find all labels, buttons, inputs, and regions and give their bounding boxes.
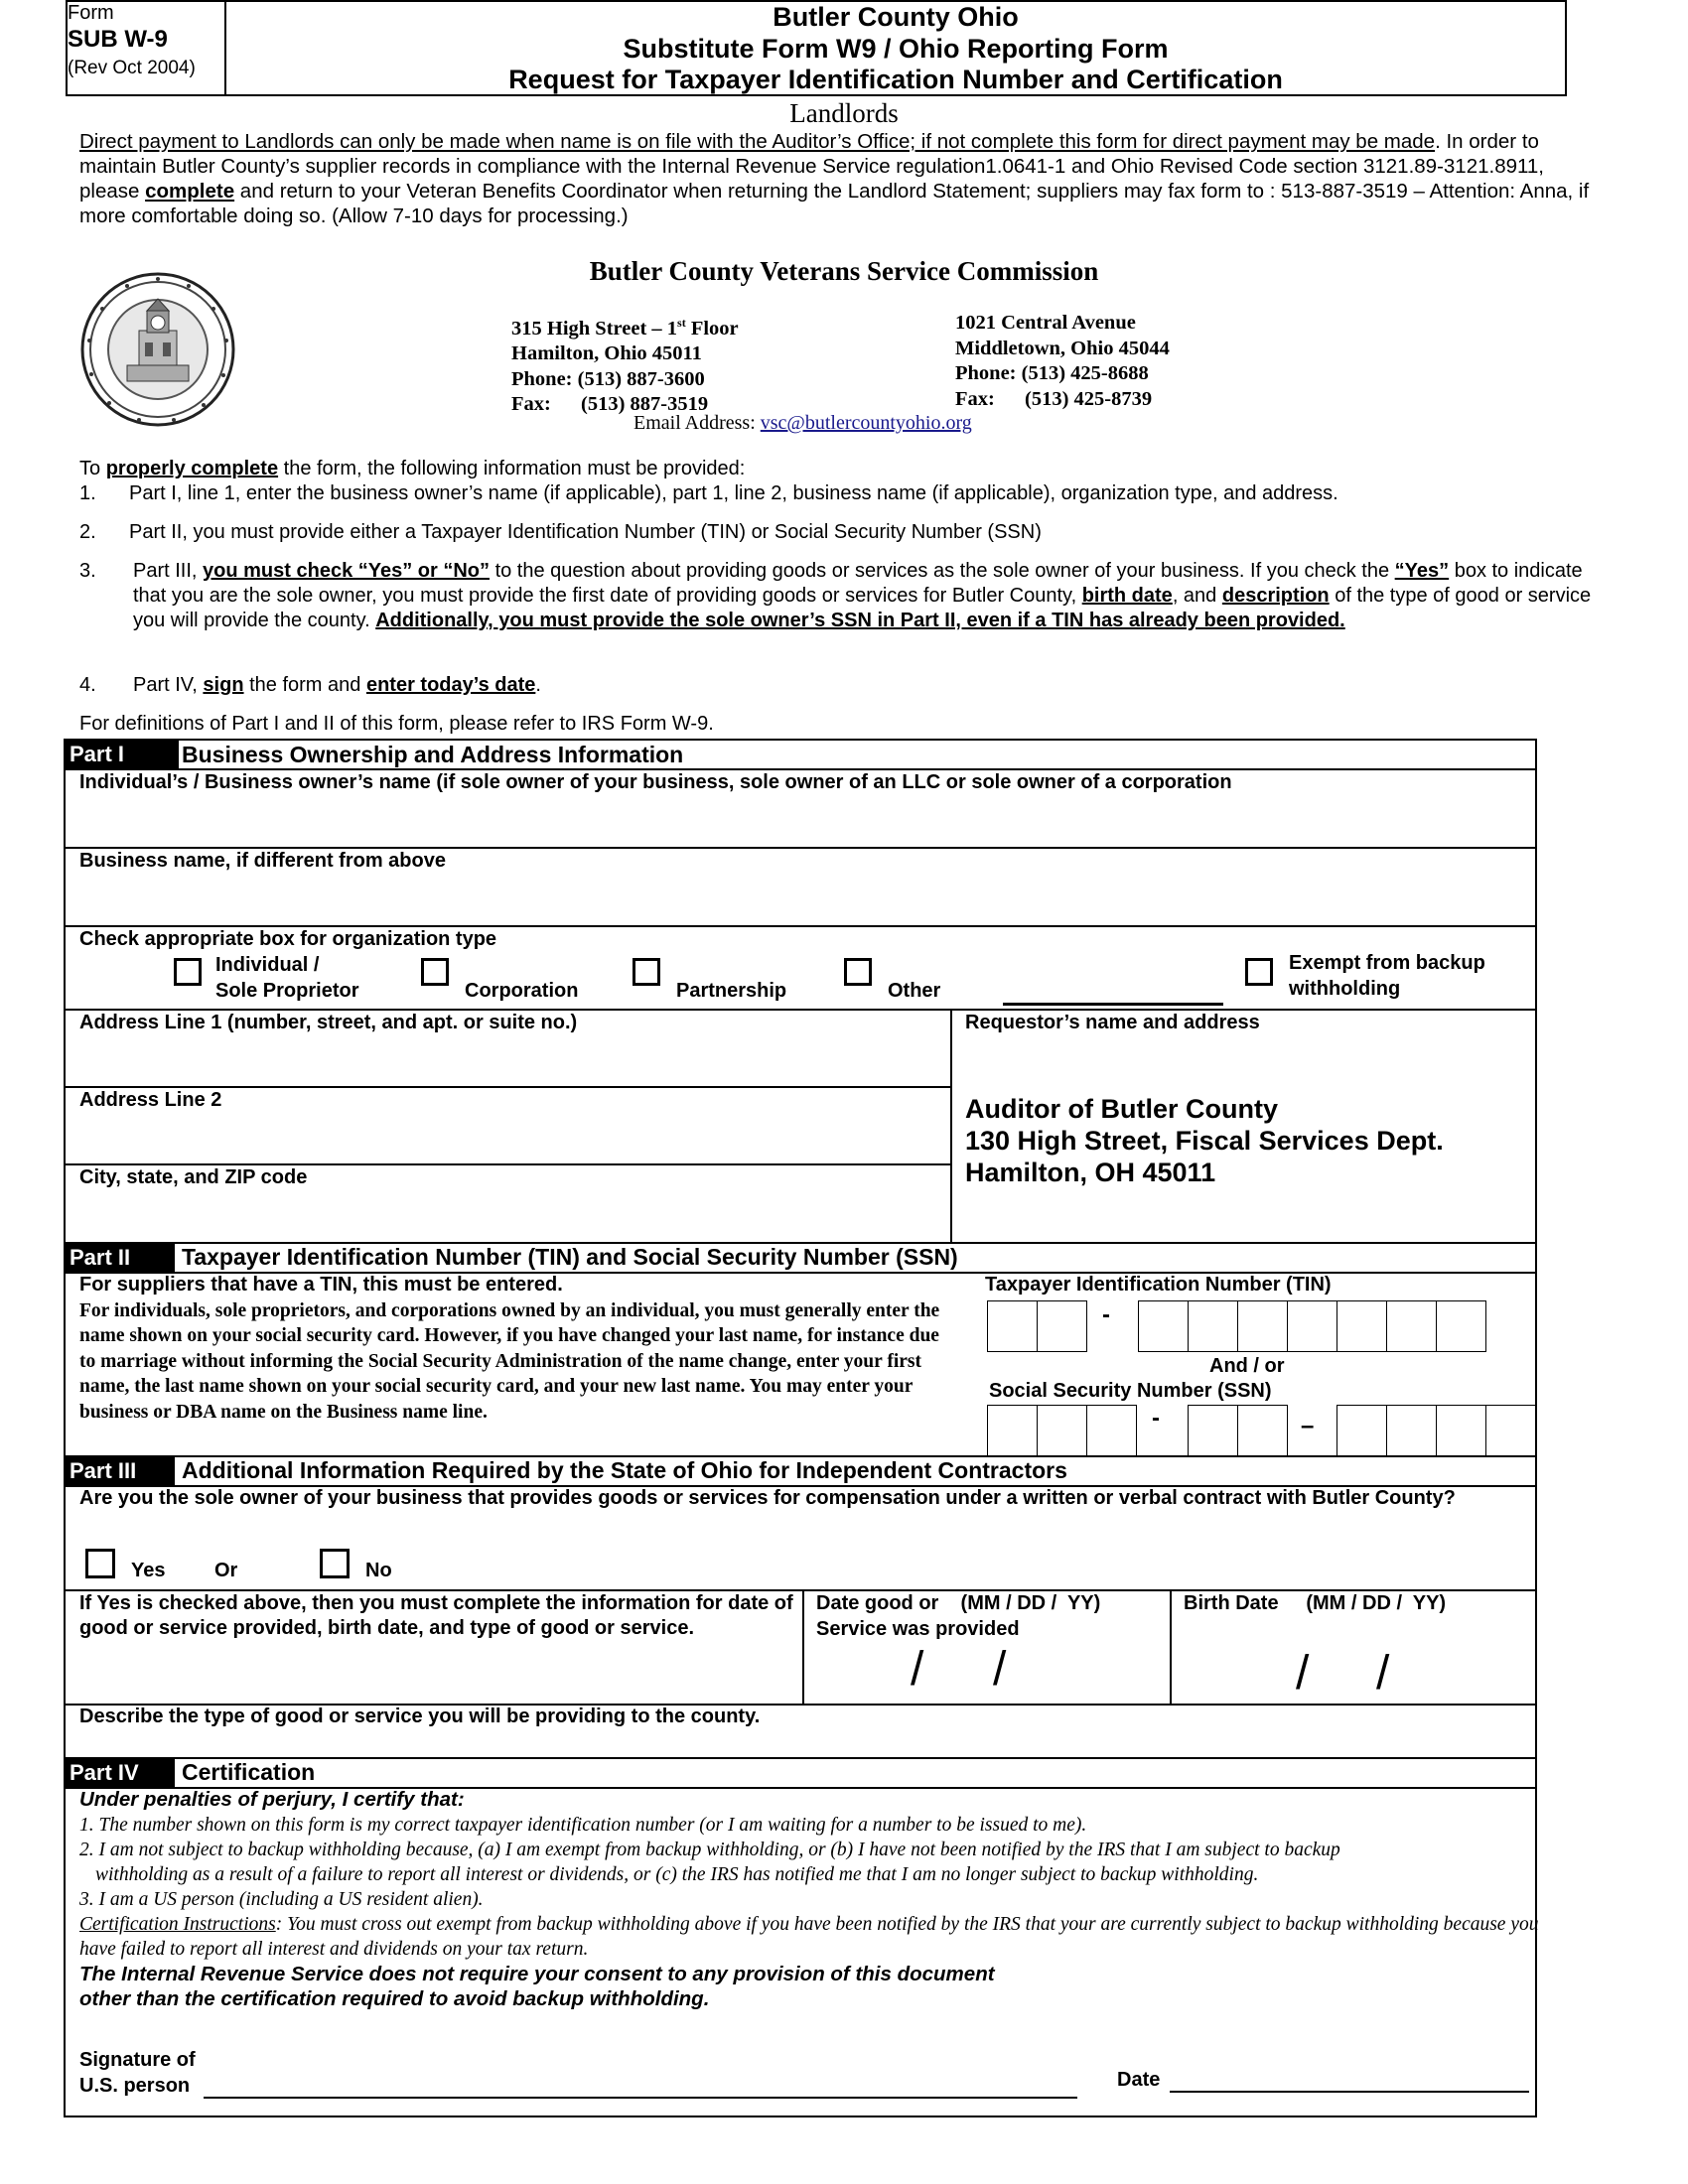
address-1-label: Address Line 1 (number, street, and apt. or suite no.) [79, 1012, 578, 1033]
part-2-tag: Part II [64, 1243, 175, 1273]
certification-instructions [79, 1912, 1539, 1962]
form-title-3: Request for Taxpayer Identification Number and Certification [508, 65, 1283, 94]
office-2-city: Middletown, Ohio 45044 [955, 337, 1170, 359]
instruction-4-num: 4. [79, 674, 96, 696]
email-label: Email Address: [633, 412, 761, 434]
instruction-2: Part II, you must provide either a Taxpayer Identification Number (TIN) or Social Security Number (SSN) [129, 521, 1042, 543]
tin-label: Taxpayer Identification Number (TIN) [985, 1274, 1332, 1296]
date-good-label-1: Date good or (MM / DD / YY) [816, 1592, 1101, 1614]
requestor-line-2: 130 High Street, Fiscal Services Dept. [965, 1126, 1444, 1156]
certification-instructions-text: : You must cross out exempt from backup withholding above if you have been notified by the IRS that your are currently subject to backup withholding because you have failed to report all interest and dividends on your tax return. [79, 1914, 1539, 1960]
part-4-title: Certification [182, 1759, 316, 1785]
signature-label-1: Signature of [79, 2049, 196, 2071]
form-word: Form [68, 2, 114, 24]
instruction-3: Part III, you must check “Yes” or “No” to the question about providing goods or services as the sole owner of your business. If you check the “Yes” box to indicate that you are the sole owner, you must provide the first date of providing goods or services for Butler County, birth date, and description of the type of good or service you will provide the county. Additionally, you must provide the sole owner’s SSN in Part II, even if a TIN has already been provided. [133, 560, 1592, 631]
part-4-tag: Part IV [64, 1758, 175, 1788]
tin-digit[interactable] [1287, 1300, 1337, 1352]
org-type-label: Check appropriate box for organization type [79, 928, 497, 950]
definitions-note: For definitions of Part I and II of this form, please refer to IRS Form W-9. [79, 713, 714, 735]
form-title-1: Butler County Ohio [773, 2, 1019, 32]
requestor-label: Requestor’s name and address [965, 1012, 1260, 1033]
business-name-label: Business name, if different from above [79, 850, 446, 872]
address-1-field[interactable] [66, 1036, 947, 1084]
if-yes-note: If Yes is checked above, then you must complete the information for date of good or service provided, birth date, and type of good or service. [79, 1592, 793, 1639]
ssn-label: Social Security Number (SSN) [989, 1380, 1272, 1402]
irs-consent-1: The Internal Revenue Service does not require your consent to any provision of this document [79, 1963, 995, 1985]
signature-label-2: U.S. person [79, 2075, 191, 2097]
ssn-digit[interactable] [1237, 1405, 1288, 1456]
certification-2a: 2. I am not subject to backup withholding because, (a) I am exempt from backup withholding, or (b) I have not been notified by the IRS that I am subject to backup [79, 1840, 1340, 1860]
intro-paragraph [79, 129, 1599, 228]
ssn-digit[interactable] [1386, 1405, 1437, 1456]
birth-date-slash-2: / [1376, 1647, 1390, 1700]
email-link[interactable]: vsc@butlercountyohio.org [760, 412, 972, 434]
tin-digit[interactable] [1237, 1300, 1288, 1352]
certification-1: 1. The number shown on this form is my correct taxpayer identification number (or I am waiting for a number to be issued to me). [79, 1815, 1087, 1836]
birth-date-slash-1: / [1296, 1647, 1310, 1700]
part-3-title: Additional Information Required by the State of Ohio for Independent Contractors [182, 1457, 1067, 1483]
exempt-label-2: withholding [1289, 978, 1401, 1000]
tin-digit[interactable] [1188, 1300, 1238, 1352]
instruction-2-num: 2. [79, 521, 96, 543]
requestor-line-1: Auditor of Butler County [965, 1094, 1278, 1124]
owner-name-field[interactable] [66, 796, 1535, 846]
form-subtitle: Landlords [789, 98, 899, 128]
no-checkbox[interactable] [320, 1549, 350, 1578]
certification-instructions-label: Certification Instructions [79, 1914, 276, 1935]
ssn-dash-2: – [1301, 1413, 1315, 1439]
tin-digit[interactable] [1436, 1300, 1486, 1352]
address-2-field[interactable] [66, 1114, 947, 1161]
ssn-digit[interactable] [1188, 1405, 1238, 1456]
exempt-label-1: Exempt from backup [1289, 952, 1485, 974]
tin-digit[interactable] [1386, 1300, 1437, 1352]
partnership-label: Partnership [676, 980, 787, 1002]
email-line [633, 412, 972, 435]
office-1-phone: Phone: (513) 887-3600 [511, 367, 705, 390]
irs-consent-2: other than the certification required to avoid backup withholding. [79, 1987, 710, 2010]
office-2 [955, 311, 1170, 412]
date-good-field[interactable] [806, 1644, 1166, 1702]
corporation-label: Corporation [465, 980, 579, 1002]
other-checkbox[interactable] [844, 958, 872, 986]
partnership-checkbox[interactable] [633, 958, 660, 986]
individual-label-1: Individual / [215, 954, 320, 976]
part-2-title: Taxpayer Identification Number (TIN) and Social Security Number (SSN) [182, 1244, 958, 1270]
office-1-street: 315 High Street – 1st Floor [511, 316, 739, 340]
describe-field[interactable] [66, 1731, 1535, 1755]
tin-digit[interactable] [1037, 1300, 1087, 1352]
city-state-zip-label: City, state, and ZIP code [79, 1166, 308, 1188]
suppliers-note: For suppliers that have a TIN, this must be entered. [79, 1274, 563, 1296]
office-1 [511, 311, 739, 418]
ssn-digit[interactable] [1037, 1405, 1087, 1456]
certification-2b: withholding as a result of a failure to report all interest or dividends, or (c) the IRS has notified me that I am no longer subject to backup withholding. [95, 1864, 1259, 1885]
form-number: SUB W-9 [68, 26, 168, 53]
ssn-digit[interactable] [1336, 1405, 1387, 1456]
requestor-line-3: Hamilton, OH 45011 [965, 1158, 1216, 1187]
part-1-title: Business Ownership and Address Information [182, 742, 684, 767]
individual-label-2: Sole Proprietor [215, 980, 359, 1002]
birth-date-label: Birth Date (MM / DD / YY) [1184, 1592, 1447, 1614]
ssn-digit[interactable] [1485, 1405, 1536, 1456]
date-good-slash-2: / [993, 1643, 1007, 1696]
individual-checkbox[interactable] [174, 958, 202, 986]
form-revision: (Rev Oct 2004) [68, 58, 196, 78]
rule [950, 1009, 952, 1243]
commission-seal-icon [79, 271, 236, 428]
date-line[interactable] [1170, 2091, 1529, 2093]
individuals-note: For individuals, sole proprietors, and corporations owned by an individual, you must generally enter the name shown on your social security card. However, if you have changed your last name, for instance due to marriage without informing the Social Security Administration of the name change, enter your first name, the last name shown on your social security card, and your new last name. You may enter your business or DBA name on the Business name line. [79, 1300, 940, 1423]
business-name-field[interactable] [66, 874, 1535, 923]
date-label: Date [1117, 2069, 1161, 2091]
certification-3: 3. I am a US person (including a US resident alien). [79, 1889, 484, 1910]
other-label: Other [888, 980, 941, 1002]
intro-text-2: and return to your Veteran Benefits Coordinator when returning the Landlord Statement; suppliers may fax form to : 513-887-3519 – Attention: Anna, if more comfortable doing so. (Allow 7-10 days for processing.) [79, 180, 1590, 227]
date-good-slash-1: / [911, 1643, 924, 1696]
owner-name-label: Individual’s / Business owner’s name (if sole owner of your business, sole owner of an LLC or sole owner of a corporation [79, 771, 1232, 793]
office-2-fax: Fax: (513) 425-8739 [955, 387, 1153, 410]
office-1-city: Hamilton, Ohio 45011 [511, 342, 702, 365]
intro-underlined: Direct payment to Landlords can only be made when name is on file with the Auditor’s Office; if not complete this form for direct payment may be made [79, 130, 1436, 153]
intro-complete: complete [145, 180, 235, 203]
instruction-1: Part I, line 1, enter the business owner’s name (if applicable), part 1, line 2, business name (if applicable), organization type, and address. [129, 482, 1338, 504]
ssn-digit[interactable] [1086, 1405, 1137, 1456]
no-label: No [365, 1560, 392, 1581]
tin-digit[interactable] [987, 1300, 1038, 1352]
rule [802, 1589, 804, 1705]
part-3-tag: Part III [64, 1456, 175, 1486]
and-or-label: And / or [1209, 1355, 1285, 1377]
instruction-1-num: 1. [79, 482, 96, 504]
commission-name: Butler County Veterans Service Commission [589, 256, 1099, 286]
penalties-heading: Under penalties of perjury, I certify that: [79, 1788, 465, 1811]
ssn-digit[interactable] [987, 1405, 1038, 1456]
signature-line[interactable] [204, 2097, 1077, 2099]
instruction-4: Part IV, sign the form and enter today’s date. [133, 674, 541, 696]
instructions-lead: To properly complete the form, the following information must be provided: [79, 458, 746, 479]
instruction-3-num: 3. [79, 560, 96, 582]
birth-date-field[interactable] [1174, 1644, 1533, 1702]
describe-label: Describe the type of good or service you will be providing to the county. [79, 1706, 761, 1727]
ssn-digit[interactable] [1436, 1405, 1486, 1456]
tin-dash: - [1102, 1301, 1110, 1328]
form-title-2: Substitute Form W9 / Ohio Reporting Form [623, 34, 1169, 64]
tin-digit[interactable] [1138, 1300, 1189, 1352]
address-2-label: Address Line 2 [79, 1089, 222, 1111]
corporation-checkbox[interactable] [421, 958, 449, 986]
or-label: Or [214, 1560, 238, 1581]
tin-digit[interactable] [1336, 1300, 1387, 1352]
yes-label: Yes [131, 1560, 166, 1581]
exempt-checkbox[interactable] [1245, 958, 1273, 986]
other-specify-line[interactable] [1003, 1003, 1223, 1006]
office-1-fax: Fax: (513) 887-3519 [511, 393, 709, 416]
ssn-dash-1: - [1152, 1405, 1160, 1432]
part-1-tag: Part I [64, 740, 179, 769]
city-state-zip-field[interactable] [66, 1191, 947, 1241]
office-2-phone: Phone: (513) 425-8688 [955, 362, 1149, 384]
sole-owner-question: Are you the sole owner of your business that provides goods or services for compensation under a written or verbal contract with Butler County? [79, 1487, 1456, 1509]
date-good-label-2: Service was provided [816, 1618, 1020, 1640]
rule [1170, 1589, 1172, 1705]
office-2-street: 1021 Central Avenue [955, 312, 1136, 334]
yes-checkbox[interactable] [85, 1549, 115, 1578]
intro-text-1: . In order to maintain Butler County’s supplier records in compliance with the Internal Revenue Service regulation1.0641-1 and Ohio Revised Code section 3121.89-3121.8911, please [79, 130, 1544, 203]
